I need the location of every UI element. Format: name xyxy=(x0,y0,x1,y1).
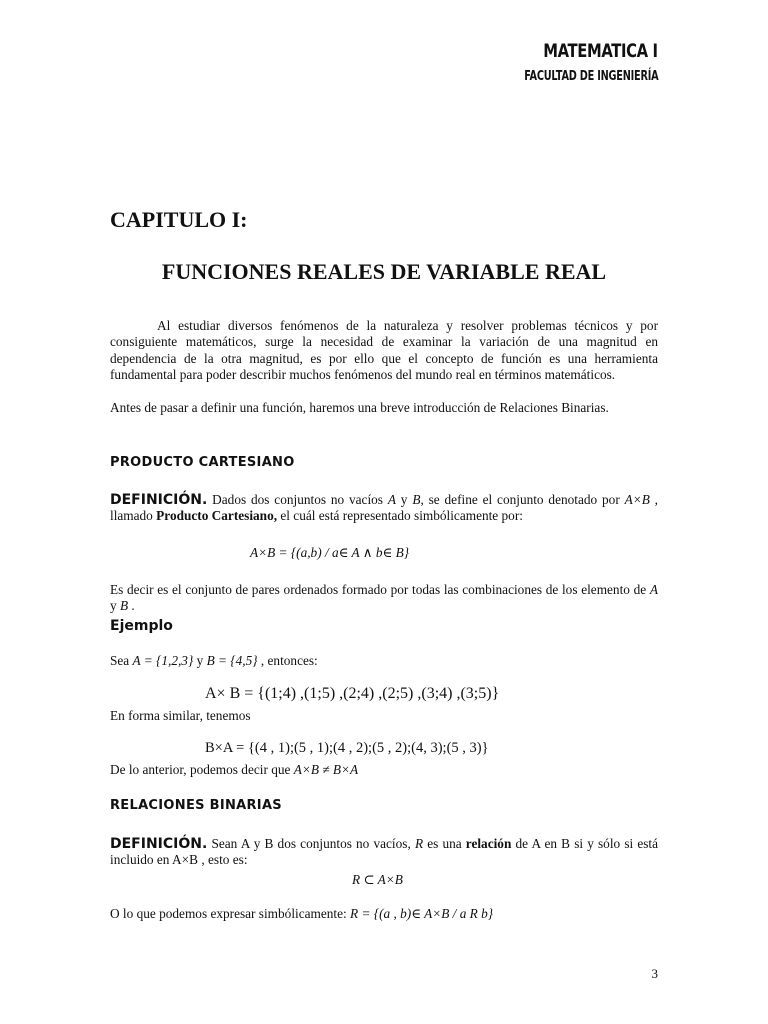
paragraph-text: . xyxy=(128,598,135,614)
cartesian-formula: A×B = {(a,b) / a∈ A ∧ b∈ B} xyxy=(250,545,410,560)
definition-text: es una xyxy=(423,836,466,851)
conjunction: y xyxy=(110,598,120,614)
definition-text: Dados dos conjuntos no vacíos xyxy=(207,492,388,507)
relation-symbol: R xyxy=(414,836,424,851)
definition-label: DEFINICIÓN. xyxy=(110,492,208,508)
intro-paragraph-2: Antes de pasar a definir una función, haremos una breve introducción de Relaciones Binarias. xyxy=(110,400,609,415)
set-b: B xyxy=(119,598,129,614)
set-a: A xyxy=(387,492,396,507)
definition-text: Sean A y B dos conjuntos no vacíos, xyxy=(207,836,415,851)
set-b-definition: B = {4,5} xyxy=(206,653,258,668)
conclusion-line xyxy=(110,762,358,778)
definition-text: , se define el conjunto denotado por xyxy=(420,492,625,507)
header-subtitle: FACULTAD DE INGENIERÍA xyxy=(523,68,658,84)
paragraph-text: , entonces: xyxy=(257,653,318,668)
page-number: 3 xyxy=(651,966,658,981)
definition-term: relación xyxy=(465,836,512,851)
definition-term: Producto Cartesiano, xyxy=(156,508,278,524)
similar-text: En forma similar, tenemos xyxy=(110,708,251,723)
header-title: MATEMATICA I xyxy=(543,40,658,62)
definition-producto xyxy=(110,492,658,525)
example-label: Ejemplo xyxy=(110,618,173,634)
definition-relacion xyxy=(110,836,658,869)
bxa-result: B×A = {(4 , 1);(5 , 1);(4 , 2);(5 , 2);(4, 3);(5 , 3)} xyxy=(205,740,489,756)
symbolic-line xyxy=(110,906,493,922)
set-a: A xyxy=(649,582,658,597)
cartesian-notation: A×B xyxy=(172,852,199,868)
definition-text: , esto es: xyxy=(198,852,248,868)
paragraph-text: Es decir es el conjunto de pares ordenados formado por todas las combinaciones de los elemento de xyxy=(110,582,650,597)
section-heading-relaciones: RELACIONES BINARIAS xyxy=(110,798,282,813)
set-b: B xyxy=(412,492,421,507)
conjunction: y xyxy=(193,653,207,668)
definition-text: de A en B si y sólo si está incluido en xyxy=(110,836,659,868)
definition-label: DEFINICIÓN. xyxy=(110,836,208,852)
paragraph-text: De lo anterior, podemos decir que xyxy=(110,762,294,777)
es-decir-paragraph xyxy=(110,582,658,615)
cartesian-notation: A×B xyxy=(624,492,650,507)
definition-text: , llamado xyxy=(110,492,659,524)
relation-set-formula: R = {(a , b)∈ A×B / a R b} xyxy=(350,906,494,921)
section-heading-producto: PRODUCTO CARTESIANO xyxy=(110,455,295,470)
conjunction: y xyxy=(395,492,413,507)
relation-formula: R ⊂ A×B xyxy=(352,872,403,887)
paragraph-text: O lo que podemos expresar simbólicamente: xyxy=(110,906,351,921)
set-a-definition: A = {1,2,3} xyxy=(132,653,194,668)
chapter-title: FUNCIONES REALES DE VARIABLE REAL xyxy=(161,259,607,284)
intro-paragraph: Al estudiar diversos fenómenos de la naturaleza y resolver problemas técnicos y por consiguiente matemáticos, surge la necesidad de examinar la variación de una magnitud en dependencia de la otra magnitud, es por ello que el concepto de función es una herramienta fundamental para poder describir muchos fenómenos del mundo real en términos matemáticos. xyxy=(110,318,658,383)
paragraph-text: Sea xyxy=(110,653,133,668)
axb-result: A× B = {(1;4) ,(1;5) ,(2;4) ,(2;5) ,(3;4) ,(3;5)} xyxy=(205,685,500,702)
example-sets xyxy=(110,653,318,669)
inequality-formula: A×B ≠ B×A xyxy=(293,762,359,777)
definition-text: el cuál está representado simbólicamente por: xyxy=(277,508,523,524)
chapter-label: CAPITULO I: xyxy=(110,207,248,232)
